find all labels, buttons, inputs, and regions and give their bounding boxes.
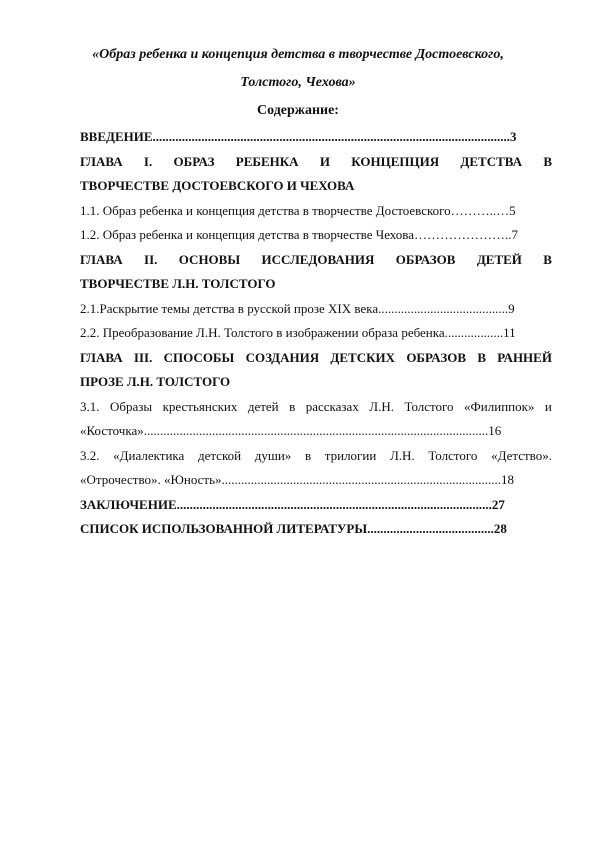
toc-word: ГЛАВА: [80, 154, 123, 169]
toc-section-3-1-line-1: [80, 399, 552, 415]
toc-word: в: [304, 448, 312, 463]
toc-word: «Филиппок»: [464, 399, 535, 414]
document-title-line-1: «Образ ребенка и концепция детства в творчестве Достоевского,: [92, 47, 504, 62]
toc-word: 3.2.: [80, 448, 100, 463]
toc-section-3-2-line-1: [80, 448, 552, 464]
toc-word: ДЕТЕЙ: [476, 252, 522, 267]
toc-section-1-1: 1.1. Образ ребенка и концепция детства в творчестве Достоевского………..…5: [80, 203, 516, 218]
toc-section-3-1-line-2: «Косточка»..........................................................................................................16: [80, 423, 502, 438]
toc-word: детей: [247, 399, 279, 414]
toc-word: в: [289, 399, 296, 414]
toc-word: И: [319, 154, 330, 169]
toc-word: III.: [133, 350, 153, 365]
document-title-line-2: Толстого, Чехова»: [240, 75, 356, 90]
toc-word: КОНЦЕПЦИЯ: [351, 154, 440, 169]
toc-word: СПОСОБЫ: [163, 350, 235, 365]
toc-word: Толстого: [428, 448, 478, 463]
toc-word: ОБРАЗ: [173, 154, 215, 169]
toc-word: ГЛАВА: [80, 350, 123, 365]
toc-references: СПИСОК ИСПОЛЬЗОВАННОЙ ЛИТЕРАТУРЫ.......................................28: [80, 521, 507, 536]
toc-word: ОБРАЗОВ: [406, 350, 467, 365]
toc-word: В: [477, 350, 486, 365]
toc-word: ДЕТСКИХ: [330, 350, 396, 365]
toc-word: Образы: [109, 399, 153, 414]
contents-heading: Содержание:: [257, 103, 339, 118]
toc-chapter-2-line-1: [80, 252, 552, 268]
toc-word: ОСНОВЫ: [178, 252, 241, 267]
toc-intro: ВВЕДЕНИЕ..............................................................................................................3: [80, 129, 517, 144]
toc-word: СОЗДАНИЯ: [245, 350, 320, 365]
toc-section-1-2: 1.2. Образ ребенка и концепция детства в творчестве Чехова…………………..7: [80, 227, 519, 242]
toc-word: Л.Н.: [389, 448, 415, 463]
toc-word: 3.1.: [80, 399, 100, 414]
toc-word: РАННЕЙ: [497, 350, 552, 365]
toc-chapter-1-line-1: [80, 154, 552, 170]
toc-word: рассказах: [305, 399, 359, 414]
toc-word: Толстого: [404, 399, 454, 414]
toc-word: РЕБЕНКА: [235, 154, 299, 169]
toc-conclusion: ЗАКЛЮЧЕНИЕ.................................................................................................27: [80, 497, 505, 512]
toc-word: ДЕТСТВА: [460, 154, 523, 169]
toc-word: детской: [197, 448, 242, 463]
toc-word: В: [543, 252, 552, 267]
toc-word: I.: [143, 154, 153, 169]
toc-word: крестьянских: [162, 399, 238, 414]
toc-chapter-3-line-2: ПРОЗЕ Л.Н. ТОЛСТОГО: [80, 374, 231, 389]
toc-word: II.: [144, 252, 158, 267]
toc-chapter-3-line-1: [80, 350, 552, 366]
toc-word: ОБРАЗОВ: [395, 252, 456, 267]
toc-word: В: [543, 154, 552, 169]
toc-chapter-2-line-2: ТВОРЧЕСТВЕ Л.Н. ТОЛСТОГО: [80, 276, 276, 291]
toc-word: «Диалектика: [113, 448, 185, 463]
toc-section-2-1: 2.1.Раскрытие темы детства в русской прозе XIX века........................................9: [80, 301, 515, 316]
toc-section-2-2: 2.2. Преобразование Л.Н. Толстого в изображении образа ребенка..................11: [80, 325, 516, 340]
toc-chapter-1-line-2: ТВОРЧЕСТВЕ ДОСТОЕВСКОГО И ЧЕХОВА: [80, 178, 355, 193]
toc-word: Л.Н.: [369, 399, 395, 414]
toc-word: трилогии: [324, 448, 377, 463]
toc-word: ИССЛЕДОВАНИЯ: [261, 252, 375, 267]
toc-word: ГЛАВА: [80, 252, 123, 267]
toc-word: души»: [254, 448, 292, 463]
toc-word: «Детство».: [491, 448, 552, 463]
toc-word: и: [544, 399, 552, 414]
toc-section-3-2-line-2: «Отрочество». «Юность»......................................................................................18: [80, 472, 515, 487]
